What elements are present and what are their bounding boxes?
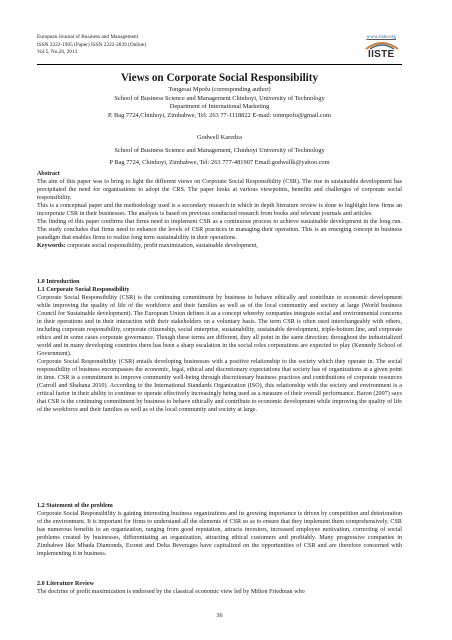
csr-subheading: 1.1 Corporate Social Responsibility bbox=[37, 287, 130, 293]
author2-school: School of Business Science and Management, Chinhoyi University of Technology bbox=[114, 146, 325, 154]
abstract-section bbox=[37, 170, 402, 250]
author2-name: Godwell Karedza bbox=[197, 134, 242, 141]
iiste-logo bbox=[362, 40, 402, 62]
problem-p1: Corporate Social Responsibility is gaining interesting business organizations and its growing importance is driven by competition and deterioration of the environment. It is important for firms to understand all the elements of CSR so as to ensure that they implement them comprehensively. CSR has numerous benefits to an organization, ranging from good reputation, attracts investors, increased employee motivation, correcting of social problems created by businesses, differentiating an organization, attracting ethical customers and profitably. Many progressive companies in Zimbabwe like Mbada Diamonds, Econet and Delta Beverages have capitalized on the opportunities of CSR and are therefore concerned with implementing it in business. bbox=[37, 511, 402, 557]
literature-section bbox=[37, 580, 402, 596]
paper-title: Views on Corporate Social Responsibility bbox=[120, 72, 319, 84]
intro-p1: Corporate Social Responsibility (CSR) is the continuing commitment by business to behave ethically and contribute to economic development while improving the quality of life of the workforce and their families as well as of the local community and society at large (World business Council for Sustainable development). The European Union defines it as a concept whereby companies integrate social and environmental concerns in their operations and in their interaction with their stakeholders on a voluntary basis. The term CSR is often used interchangeably with others, including corporate responsibility, corporate citizenship, social enterprise, sustainability, sustainable development, triple-bottom line, and corporate ethics and in some cases corporate governance. Though these terms are different, they all point in the same direction; throughout the industrialized world and in many developing countries there has been a sharp escalation in the social roles corporations are expected to play (Kennedy School of Government). bbox=[37, 295, 402, 357]
intro-heading: 1.0 Introduction bbox=[37, 279, 80, 285]
page-number: 36 bbox=[216, 612, 223, 619]
literature-heading: 2.0 Literature Review bbox=[37, 581, 95, 587]
abstract-p3: The finding of this paper confirms that firms need to implement CSR as a continuous process to achieve sustainable development in the long run. The study concludes that firms need to enhance the levels of CSR practices in managing their operation. This is an emerging concept in business paradigm that enables firms to realize long term sustainability in their operations. bbox=[37, 219, 402, 241]
author1-school: School of Business Science and Management Chinhoyi, University of Technology bbox=[114, 94, 325, 102]
journal-url-link[interactable]: www.iiste.org bbox=[366, 34, 396, 40]
journal-name: European Journal of Business and Management bbox=[37, 34, 139, 40]
abstract-p2: This is a conceptual paper and the methodology used is a secondary research in which in depth literature review is done to highlight how firms an incorporate CSR in their businesses. The analysis is based on previous conducted research from books and relevant journals and articles. bbox=[37, 203, 402, 217]
problem-heading: 1.2 Statement of the problem bbox=[37, 503, 113, 509]
keywords-label: Keywords: bbox=[37, 243, 66, 249]
abstract-p1: The aim of this paper was to bring to light the different views on Corporate Social Responsibility (CSR). The rise in sustainable development has precipitated the need for organisations to adopt the CRS. The paper looks at various viewpoints, benefits and challenges of corporate social responsibility. bbox=[37, 179, 402, 201]
author2-block bbox=[37, 134, 402, 168]
author1-name: Tongesai Mpofu (corresponding author) bbox=[168, 86, 271, 93]
author1-dept: Department of International Marketing bbox=[169, 103, 270, 111]
author1-address: P. Bag 7724,Chinhoyi, Zimbabwe, Tel: 263 77-1118822 E-mail: tonmpofu@gmail.com bbox=[108, 111, 331, 119]
author1-block bbox=[37, 86, 402, 120]
keywords-line bbox=[37, 242, 402, 250]
journal-issn: ISSN 2222-1905 (Paper) ISSN 2222-2839 (Online) bbox=[37, 41, 147, 48]
intro-p2: Corporate Social Responsibility (CSR) entails developing businesses with a positive relationship to the society which they operate in. The social responsibility of business encompasses the economic, legal, ethical and discretionary expectations that society has of organizations at a given point in time. CSR is a commitment to improve community well-being through discretionary business practices and contributions of corporate resources (Carroll and Shabana 2010). According to the International Standards Organization (ISO), this relationship with the society and environment is a critical factor in their ability to continue to operate effectively increasingly being used as a measure of their overall performance. Baron (2007) says that CSR is the continuing commitment by business to behave ethically and contribute to economic development while improving the quality of life of the workforce and their families as well as of the local community and society at large. bbox=[37, 359, 402, 413]
intro-section bbox=[37, 278, 402, 414]
logo-text: IISTE bbox=[368, 49, 395, 60]
journal-header bbox=[37, 34, 297, 57]
problem-section bbox=[37, 502, 402, 558]
author2-address: P Bag 7724, Chinhoyi, Zimbabwe, Tel: 263 777-481907 Email:godwellk@yahoo.com bbox=[109, 159, 330, 167]
journal-volume: Vol.5, No.26, 2013 bbox=[37, 49, 78, 56]
header-rule bbox=[37, 64, 402, 65]
abstract-heading: Abstract bbox=[37, 171, 60, 177]
literature-p1: The doctrine of profit maximization is endorsed by the classical economic view led by Milton Friedman who bbox=[37, 589, 305, 595]
keywords-text: corporate social responsibility, profit maximization, sustainable development, bbox=[65, 243, 258, 249]
